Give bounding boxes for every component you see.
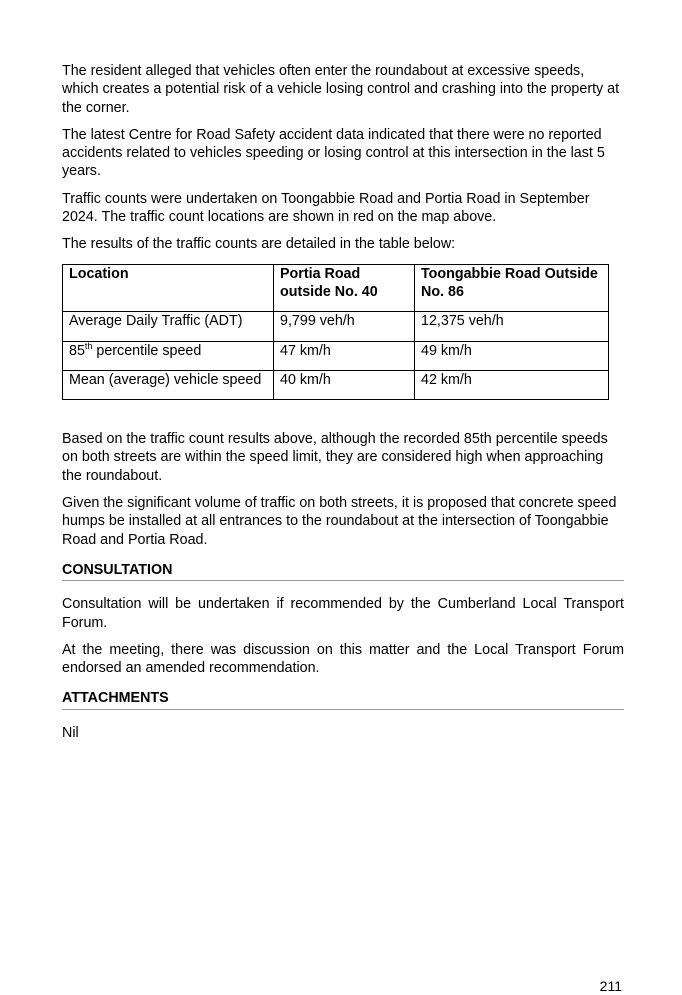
table-header-location: Location [63, 264, 274, 312]
paragraph-speed-humps-proposal: Given the significant volume of traffic on both streets, it is proposed that concrete speed humps be installed at all entrances to the roundabout at the intersection of Toongabbie Road and Portia Road. [62, 495, 617, 548]
table-header-row [63, 264, 609, 312]
consultation-heading: CONSULTATION [62, 561, 624, 581]
attachments-text: Nil [62, 724, 79, 741]
consultation-paragraph-meeting: At the meeting, there was discussion on this matter and the Local Transport Forum endorsed an amended recommendation. [62, 641, 624, 677]
table-cell-portia: 40 km/h [274, 370, 415, 399]
table-cell-toongabbie: 42 km/h [415, 370, 609, 399]
table-row [63, 341, 609, 370]
intro-paragraph-traffic-counts: Traffic counts were undertaken on Toongabbie Road and Portia Road in September 2024. The traffic count locations are shown in red on the map above. [62, 190, 590, 226]
intro-paragraph-resident-allegation: The resident alleged that vehicles often enter the roundabout at excessive speeds, which creates a potential risk of a vehicle losing control and crashing into the property at the corner. [62, 63, 620, 116]
table-cell-toongabbie: 12,375 veh/h [415, 312, 609, 341]
table-cell-location: Mean (average) vehicle speed [63, 370, 274, 399]
table-header-toongabbie-road: Toongabbie Road Outside No. 86 [415, 264, 609, 312]
consultation-paragraph-undertaken: Consultation will be undertaken if recommended by the Cumberland Local Transport Forum. [62, 596, 624, 631]
document-page [62, 62, 624, 751]
table-header-portia-road: Portia Road outside No. 40 [274, 264, 415, 312]
attachments-heading: ATTACHMENTS [62, 689, 624, 709]
traffic-count-table [62, 264, 609, 400]
table-row [63, 370, 609, 399]
table-row [63, 312, 609, 341]
table-cell-portia: 9,799 veh/h [274, 312, 415, 341]
intro-paragraph-table-lead: The results of the traffic counts are detailed in the table below: [62, 236, 456, 253]
table-cell-location: 85th percentile speed [63, 341, 274, 370]
paragraph-percentile-speeds: Based on the traffic count results above, although the recorded 85th percentile speeds on both streets are within the speed limit, they are considered high when approaching the roundabout. [62, 431, 608, 484]
table-cell-portia: 47 km/h [274, 341, 415, 370]
intro-paragraph-accident-data: The latest Centre for Road Safety accident data indicated that there were no reported accidents related to vehicles speeding or losing control at this intersection in the last 5 years. [62, 126, 605, 180]
table-cell-location: Average Daily Traffic (ADT) [63, 312, 274, 341]
page-number: 211 [599, 978, 622, 994]
table-cell-toongabbie: 49 km/h [415, 341, 609, 370]
